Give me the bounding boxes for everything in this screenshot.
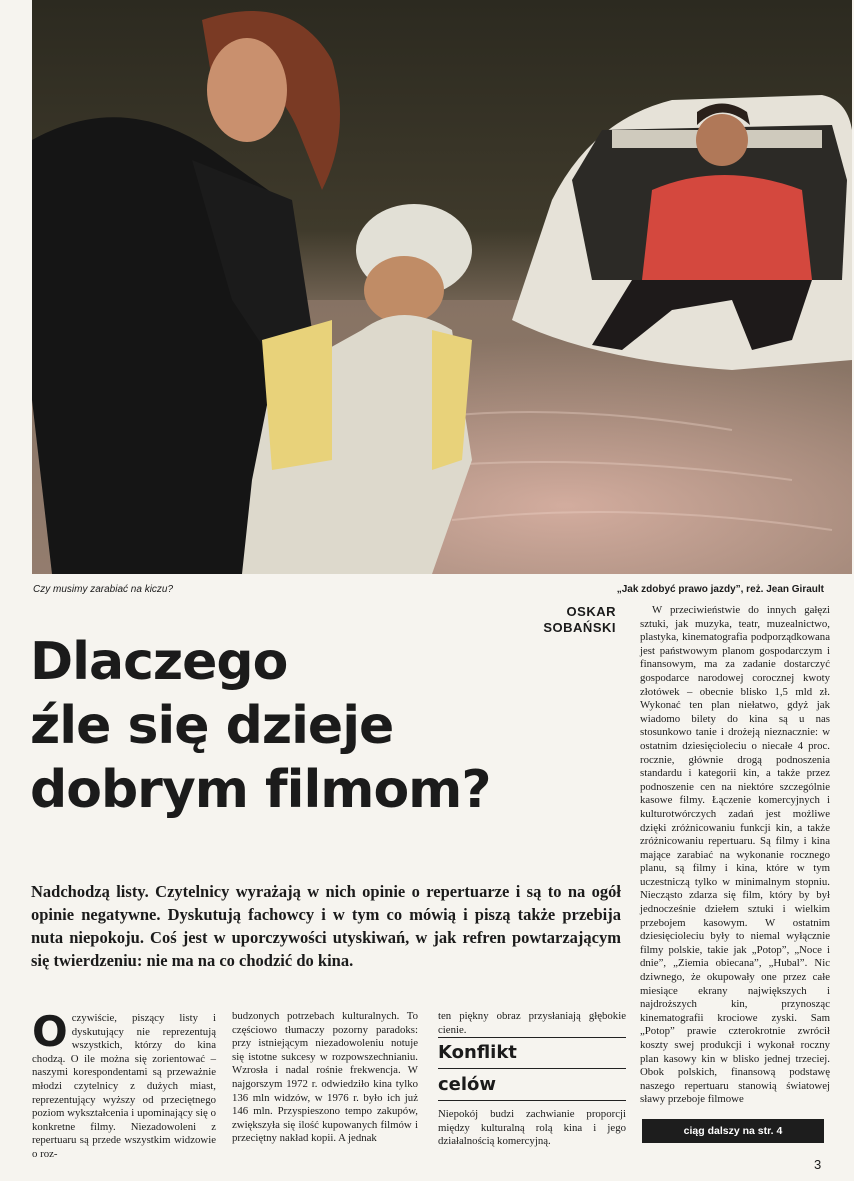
- subhead-rule-top: [438, 1037, 626, 1038]
- continuation-text: ciąg dalszy na str. 4: [683, 1125, 783, 1137]
- headline-line-2: źle się dzieje: [30, 696, 394, 756]
- photo-caption-left: Czy musimy zarabiać na kiczu?: [33, 584, 174, 595]
- headline-line-3: dobrym filmom?: [30, 760, 491, 820]
- body-column-3-bottom: Niepokój budzi zachwianie proporcji między kulturalną rolą kina i jego działalnością komercyjną.: [438, 1108, 626, 1148]
- section-subhead-1: Konflikt: [438, 1042, 517, 1063]
- page-number: 3: [814, 1157, 822, 1172]
- lead-paragraph: Nadchodzą listy. Czytelnicy wyrażają w nich opinie o repertuarze i są to na ogół opinie negatywne. Dyskutują fachowcy i w tym co mówią i piszą także przebija nuta niepokoju. Coś jest w uporczywości utyskiwań, w jak refren powtarzającym się twierdzeniu: nie ma na co chodzić do kina.: [31, 882, 621, 970]
- body-column-2: budzonych potrzebach kulturalnych. To częściowo tłumaczy pozorny paradoks: przy istniejącym niezadowoleniu notuje się istotne sukcesy w rozpowszechnianiu. Wzrosła i nadal rośnie frekwencja. W najgorszym 1972 r. odwiedziło kina tylko 136 mln widzów, w 1976 r. było ich już 146 mln. Przyspieszono tempo zakupów, zwiększyła się ilość kupowanych filmów i przeciętny nakład kopii. A jednak: [232, 1010, 418, 1145]
- subhead-rule-bottom: [438, 1100, 626, 1101]
- continuation-box: [642, 1119, 824, 1143]
- film-still-photo: [32, 0, 852, 574]
- article-headline: [30, 630, 630, 822]
- headline-line-1: Dlaczego: [30, 632, 288, 692]
- author-last-name: SOBAŃSKI: [543, 620, 616, 635]
- photo-caption-right: „Jak zdobyć prawo jazdy”, reż. Jean Girault: [616, 584, 824, 595]
- drop-cap: O: [32, 1007, 68, 1056]
- body-column-1-text: czywiście, piszący listy i dyskutujący nie reprezentują wszystkich, którzy do kina chodzą. O ile można się zorientować – naszymi korespondentami są przeważnie młodzi czytelnicy z dużych miast, reprezentujący wyższy od przeciętnego poziom wykształcenia i upominający się o konkretne filmy. Niezadowoleni z repertuaru są przede wszystkim widzowie o roz-: [32, 1012, 216, 1160]
- subhead-rule-middle: [438, 1068, 626, 1069]
- section-subhead-2: celów: [438, 1074, 497, 1095]
- body-column-3-top: ten piękny obraz przysłaniają głębokie cienie.: [438, 1010, 626, 1036]
- author-first-name: OSKAR: [566, 604, 616, 619]
- body-column-1: [32, 1007, 216, 1162]
- body-column-4: W przeciwieństwie do innych gałęzi sztuki, jak muzyka, teatr, muzealnictwo, plastyka, kinematografia podporządkowana jest państwowym planom gospodarczym i finansowym, ma za zadanie dostarczyć gospodarce narodowej corocznej kwoty złotówek – obecnie blisko 1,5 mld zł. Wykonać ten plan niełatwo, gdyż jak wiadomo bilety do kina są u nas stosunkowo tanie i drożeją nieznacznie: w ostatnim dziesięcioleciu o niecałe 4 proc. rocznie, głównie drogą podnoszenia standardu i kategorii kin, a także przez podnoszenie cen na niektóre szczególnie kasowe filmy. Łączenie komercyjnych i kulturotwórczych zadań jest możliwe dzięki zróżnicowaniu funkcji kin, a także zróżnicowaniu repertuaru. Są filmy i kina mające zarabiać na wykonanie rocznego planu, są filmy i kina, które w tym uczestniczą tylko w minimalnym stopniu. Niecząsto zdarza się film, który by był jednocześnie dziełem sztuki i wielkim przebojem kasowym. W ostatnim dziesięcioleciu były to niemal wyłącznie filmy polskie, takie jak „Potop”, „Noce i dnie”, „Ziemia obiecana”, „Hubal”. Nic dziwnego, że okupowały one przez całe miesiące ekrany największych i najdroższych kin, przynosząc kinematografii krociowe zyski. Sam „Potop” prawie czterokrotnie zwrócił koszty swej produkcji i wykonał roczny plan kasowy kin w blisko jednej trzeciej. Obok polskich, finansową podstawę naszego repertuaru stanowią światowej sławy przeboje filmowe: [640, 604, 830, 1106]
